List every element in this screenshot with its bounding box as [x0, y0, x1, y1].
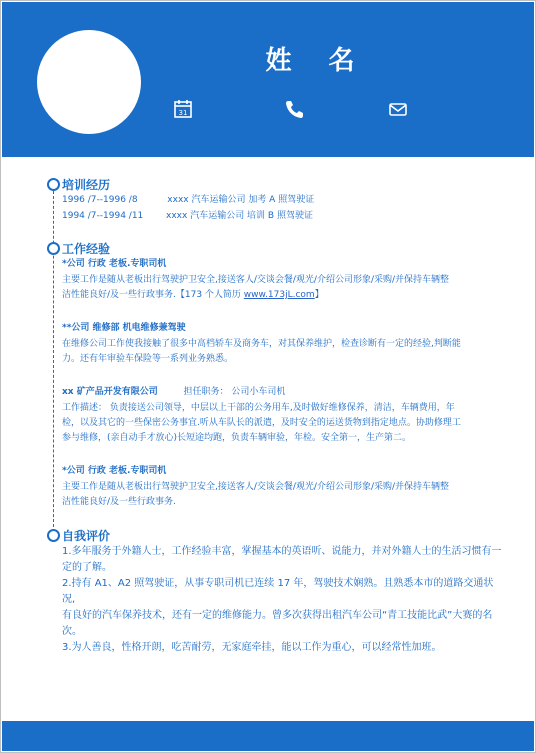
- job-heading: **公司 维修部 机电维修兼驾驶: [62, 323, 186, 333]
- job-line: 检，以及其它的一些保密公务事宜.听从车队长的派遣，及时安全的运送货物到指定地点。协助修理工: [62, 418, 461, 428]
- job-line: 主要工作是随从老板出行驾驶护卫安全,接送客人/交谈会餐/观光/介绍公司形象/采购/并保持车辆整: [62, 275, 450, 285]
- job-line-text: 洁性能良好/及一些行政事务.【173 个人简历: [62, 290, 244, 300]
- training-date: 1996 /7--1996 /8: [62, 195, 138, 205]
- job-description: [62, 273, 498, 303]
- training-text: xxxx 汽车运输公司 加考 A 照驾驶证: [167, 195, 315, 205]
- timeline-line: [53, 186, 54, 532]
- job-line: 在维修公司工作使我接触了很多中高档轿车及商务车，对其保养维护，检查诊断有一定的经验,判断能: [62, 339, 461, 349]
- resume-name: 姓 名: [265, 46, 369, 76]
- job-line: 洁性能良好/及一些行政事务.: [62, 497, 176, 507]
- calendar-day: 31: [178, 109, 188, 117]
- job-line: 参与维修，(亲自动手才放心)长短途均跑，负责车辆审验，年检。安全第一，生产第二。: [62, 433, 412, 443]
- section-title-work: 工作经验: [62, 242, 111, 256]
- job-heading: *公司 行政 老板.专职司机: [62, 466, 167, 476]
- job-heading: [62, 385, 285, 399]
- job-description: [62, 337, 498, 367]
- self-evaluation: [62, 544, 502, 656]
- footer-banner: [2, 721, 534, 751]
- header-banner: [2, 2, 534, 157]
- job-heading: *公司 行政 老板.专职司机: [62, 259, 167, 269]
- eval-line: 次。: [62, 626, 82, 637]
- website-link[interactable]: www.173jL.com: [243, 290, 315, 300]
- job-line-text: 】: [314, 290, 324, 300]
- job-company: xx 矿产品开发有限公司: [62, 387, 158, 397]
- eval-line: 3.为人善良，性格开朗，吃苦耐劳，无家庭牵挂，能以工作为重心，可以经常性加班。: [62, 642, 442, 653]
- timeline-dot: [47, 178, 60, 191]
- phone-icon: [283, 98, 305, 120]
- timeline-dot: [47, 242, 60, 255]
- training-row: [62, 193, 314, 207]
- training-text: xxxx 汽车运输公司 培训 B 照驾驶证: [166, 211, 313, 221]
- job-role: 担任职务： 公司小车司机: [183, 387, 286, 397]
- timeline-dot: [47, 529, 60, 542]
- job-line: 力。还有年审验车保险等一系列业务熟悉。: [62, 354, 234, 364]
- mail-icon: [387, 98, 409, 120]
- job-description: [62, 480, 498, 510]
- calendar-icon: [172, 98, 194, 120]
- eval-line: 2.持有 A1、A2 照驾驶证，从事专职司机已连续 17 年，驾驶技术娴熟。且熟悉本市的道路交通状况,: [62, 578, 494, 605]
- eval-line: 1.多年服务于外籍人士，工作经验丰富，掌握基本的英语听、说能力，并对外籍人士的生活习惯有一: [62, 546, 502, 557]
- job-description: [62, 401, 498, 446]
- section-title-training: 培训经历: [62, 178, 111, 192]
- job-line: [62, 288, 498, 303]
- eval-line: 有良好的汽车保养技术，还有一定的维修能力。曾多次获得出租汽车公司“青工技能比武”大赛的名: [62, 610, 493, 621]
- training-row: [62, 209, 313, 223]
- training-date: 1994 /7--1994 /11: [62, 211, 144, 221]
- job-line: 工作描述： 负责接送公司领导，中层以上干部的公务用车,及时做好维修保养，清洁，车辆费用，年: [62, 403, 455, 413]
- eval-line: 定的了解。: [62, 562, 112, 573]
- section-title-self: 自我评价: [62, 529, 111, 543]
- job-line: 主要工作是随从老板出行驾驶护卫安全,接送客人/交谈会餐/观光/介绍公司形象/采购/并保持车辆整: [62, 482, 450, 492]
